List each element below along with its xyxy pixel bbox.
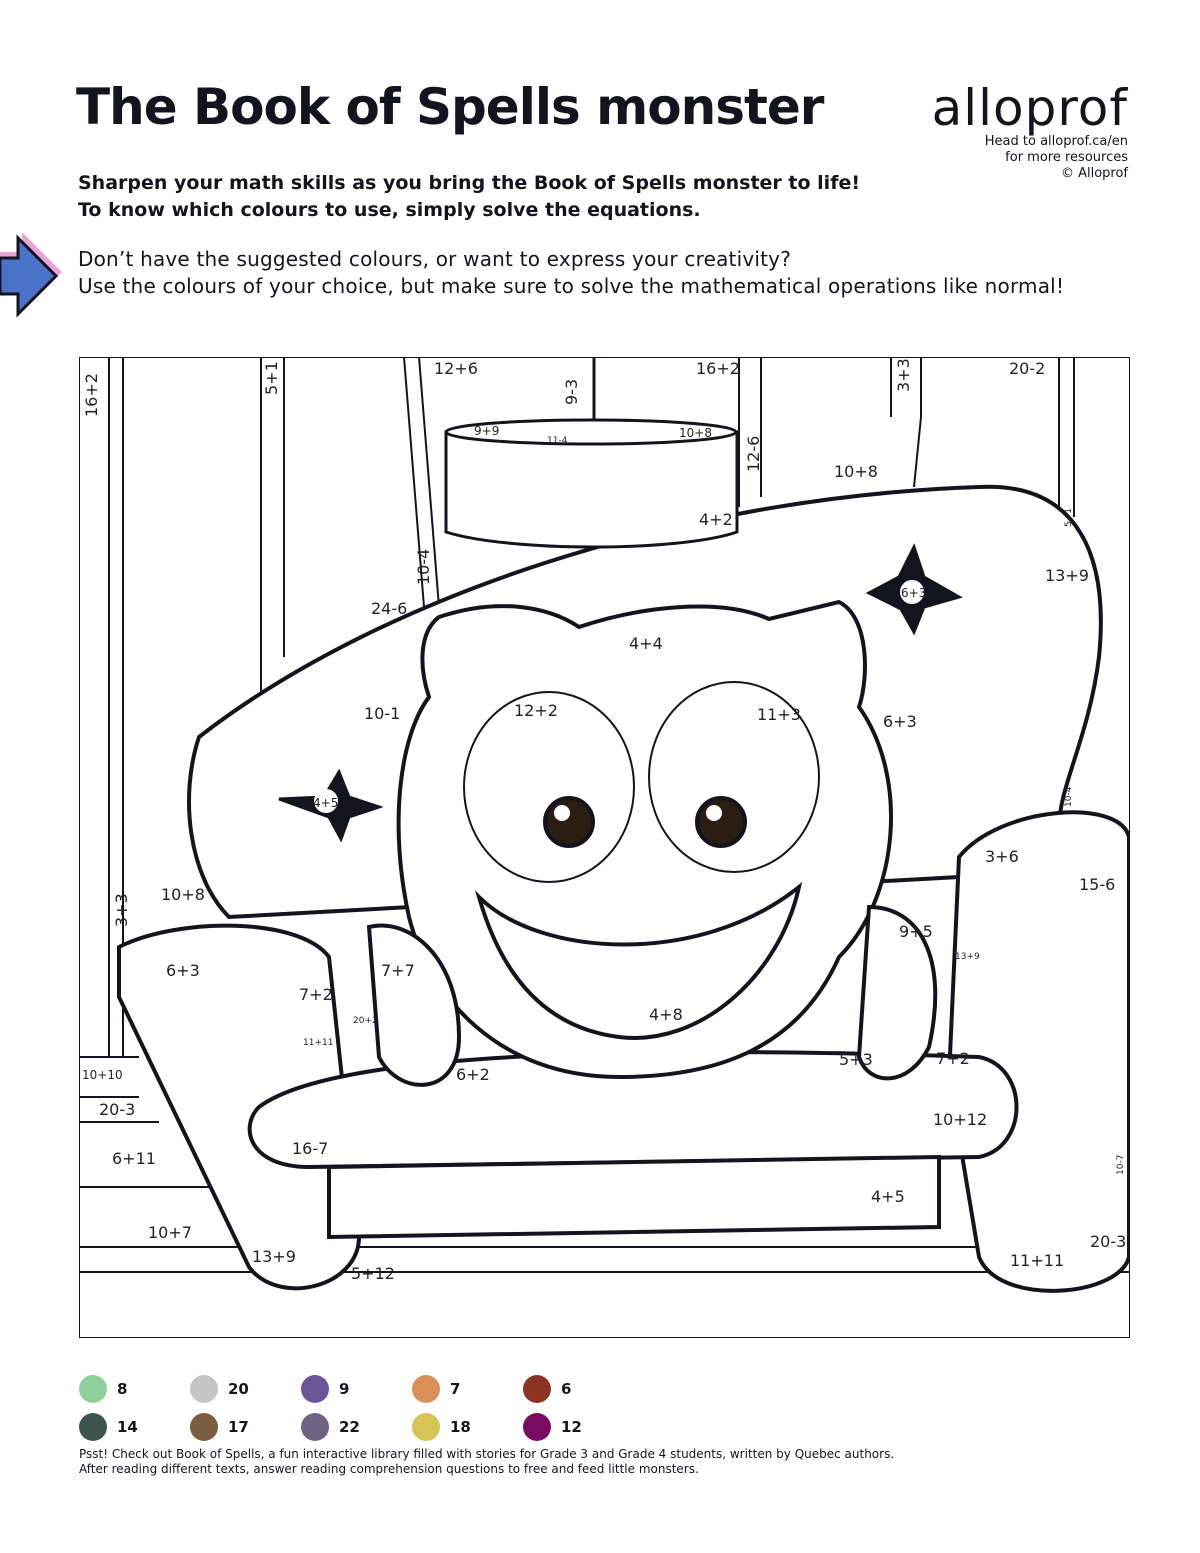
equation-label: 12-6 [744,435,763,472]
legend-value: 18 [450,1418,471,1436]
equation-label: 10+12 [933,1110,988,1129]
alloprof-logo[interactable] [931,79,1128,182]
color-swatch [79,1413,107,1441]
legend-value: 22 [339,1418,360,1436]
arrow-right-icon [0,232,64,318]
equation-label: 12+6 [434,359,478,378]
color-swatch [412,1375,440,1403]
equation-label: 5+12 [351,1264,395,1283]
equation-label: 10-7 [1116,1154,1126,1175]
legend-value: 9 [339,1380,350,1398]
footer-line-2: After reading different texts, answer reading comprehension questions to free and feed little monsters. [79,1462,699,1476]
equation-label: 4+5 [313,796,339,810]
equation-label: 6+11 [112,1149,156,1168]
alternative-line-1: Don’t have the suggested colours, or want to express your creativity? [78,247,792,271]
color-legend [79,1370,639,1446]
equation-label: 9-3 [562,378,581,405]
color-swatch [301,1375,329,1403]
equation-label: 10+8 [679,426,712,440]
equation-label: 11+11 [303,1038,334,1048]
equation-label: 7+7 [381,961,415,980]
equation-label: 5+1 [262,361,281,395]
equation-label: 16+2 [82,373,101,417]
legend-value: 12 [561,1418,582,1436]
equation-label: 10-4 [414,548,433,585]
equation-label: 3+3 [894,358,913,392]
legend-value: 6 [561,1380,572,1398]
equation-label: 15-6 [1079,875,1116,894]
equation-label: 4+8 [649,1005,683,1024]
equation-label: 11-4 [547,436,568,446]
equation-label: 10+7 [148,1223,192,1242]
footer-note [79,1447,894,1477]
page-title: The Book of Spells monster [76,78,824,136]
color-swatch [412,1413,440,1441]
equation-label: 16+2 [696,359,740,378]
legend-item [79,1413,190,1441]
equation-label: 10+10 [82,1068,123,1082]
equation-label: 6+3 [883,712,917,731]
intro-line-1: Sharpen your math skills as you bring the Book of Spells monster to life! [78,172,861,194]
equation-label: 11+3 [757,705,801,724]
equation-label: 20-3 [1090,1232,1127,1251]
legend-value: 14 [117,1418,138,1436]
equation-label: 6+3 [901,586,927,600]
coloring-illustration [79,357,1130,1338]
color-swatch [301,1413,329,1441]
legend-row-1 [79,1370,639,1408]
intro-text [78,170,860,224]
equation-label: 13+9 [955,952,980,962]
equation-label: 11+11 [1010,1251,1065,1270]
legend-item [79,1375,190,1403]
legend-item [523,1413,634,1441]
color-swatch [190,1413,218,1441]
equation-label: 6+2 [456,1065,490,1084]
legend-value: 7 [450,1380,461,1398]
equation-label: 16-7 [292,1139,329,1158]
equation-label: 3+3 [112,893,131,927]
equation-label: 7+2 [299,985,333,1004]
intro-line-2: To know which colours to use, simply solve the equations. [78,199,701,221]
legend-item [190,1413,301,1441]
alternative-line-2: Use the colours of your choice, but make sure to solve the mathematical operations like normal! [78,274,1065,298]
equation-label: 20-2 [1009,359,1046,378]
equation-label: 20-3 [99,1100,136,1119]
color-swatch [523,1375,551,1403]
legend-item [412,1375,523,1403]
alternative-text [78,246,1064,300]
equation-label: 9+9 [474,424,500,438]
equation-label: 24-6 [371,599,408,618]
legend-value: 20 [228,1380,249,1398]
equation-label: 10-1 [364,704,401,723]
equation-label: 20+2 [353,1016,378,1026]
equation-label: 13+9 [252,1247,296,1266]
logo-line-1: Head to alloprof.ca/en [984,134,1128,149]
color-swatch [190,1375,218,1403]
equation-label: 5+1 [1064,508,1074,527]
legend-value: 17 [228,1418,249,1436]
equation-label: 10+8 [834,462,878,481]
equation-label: 12+2 [514,701,558,720]
logo-line-2: for more resources [1005,150,1128,165]
equation-label: 4+5 [871,1187,905,1206]
equation-label: 10+8 [161,885,205,904]
legend-item [301,1413,412,1441]
equation-label: 7+2 [936,1049,970,1068]
logo-line-3: © Alloprof [1060,166,1128,181]
legend-item [523,1375,634,1403]
equation-label: 13+9 [1045,566,1089,585]
equation-label: 9+5 [899,922,933,941]
equation-label: 4+4 [629,634,663,653]
logo-wordmark: alloprof [931,79,1128,137]
footer-line-1: Psst! Check out Book of Spells, a fun interactive library filled with stories for Grade 3 and Grade 4 students, written by Quebec authors. [79,1447,895,1461]
legend-item [412,1413,523,1441]
equation-label: 6+3 [166,961,200,980]
legend-item [301,1375,412,1403]
equation-label: 5+3 [839,1050,873,1069]
equation-label: 4+2 [699,510,733,529]
equation-label: 10-4 [1064,786,1074,807]
color-swatch [79,1375,107,1403]
equation-label: 3+6 [985,847,1019,866]
legend-item [190,1375,301,1403]
legend-value: 8 [117,1380,128,1398]
legend-row-2 [79,1408,639,1446]
color-swatch [523,1413,551,1441]
